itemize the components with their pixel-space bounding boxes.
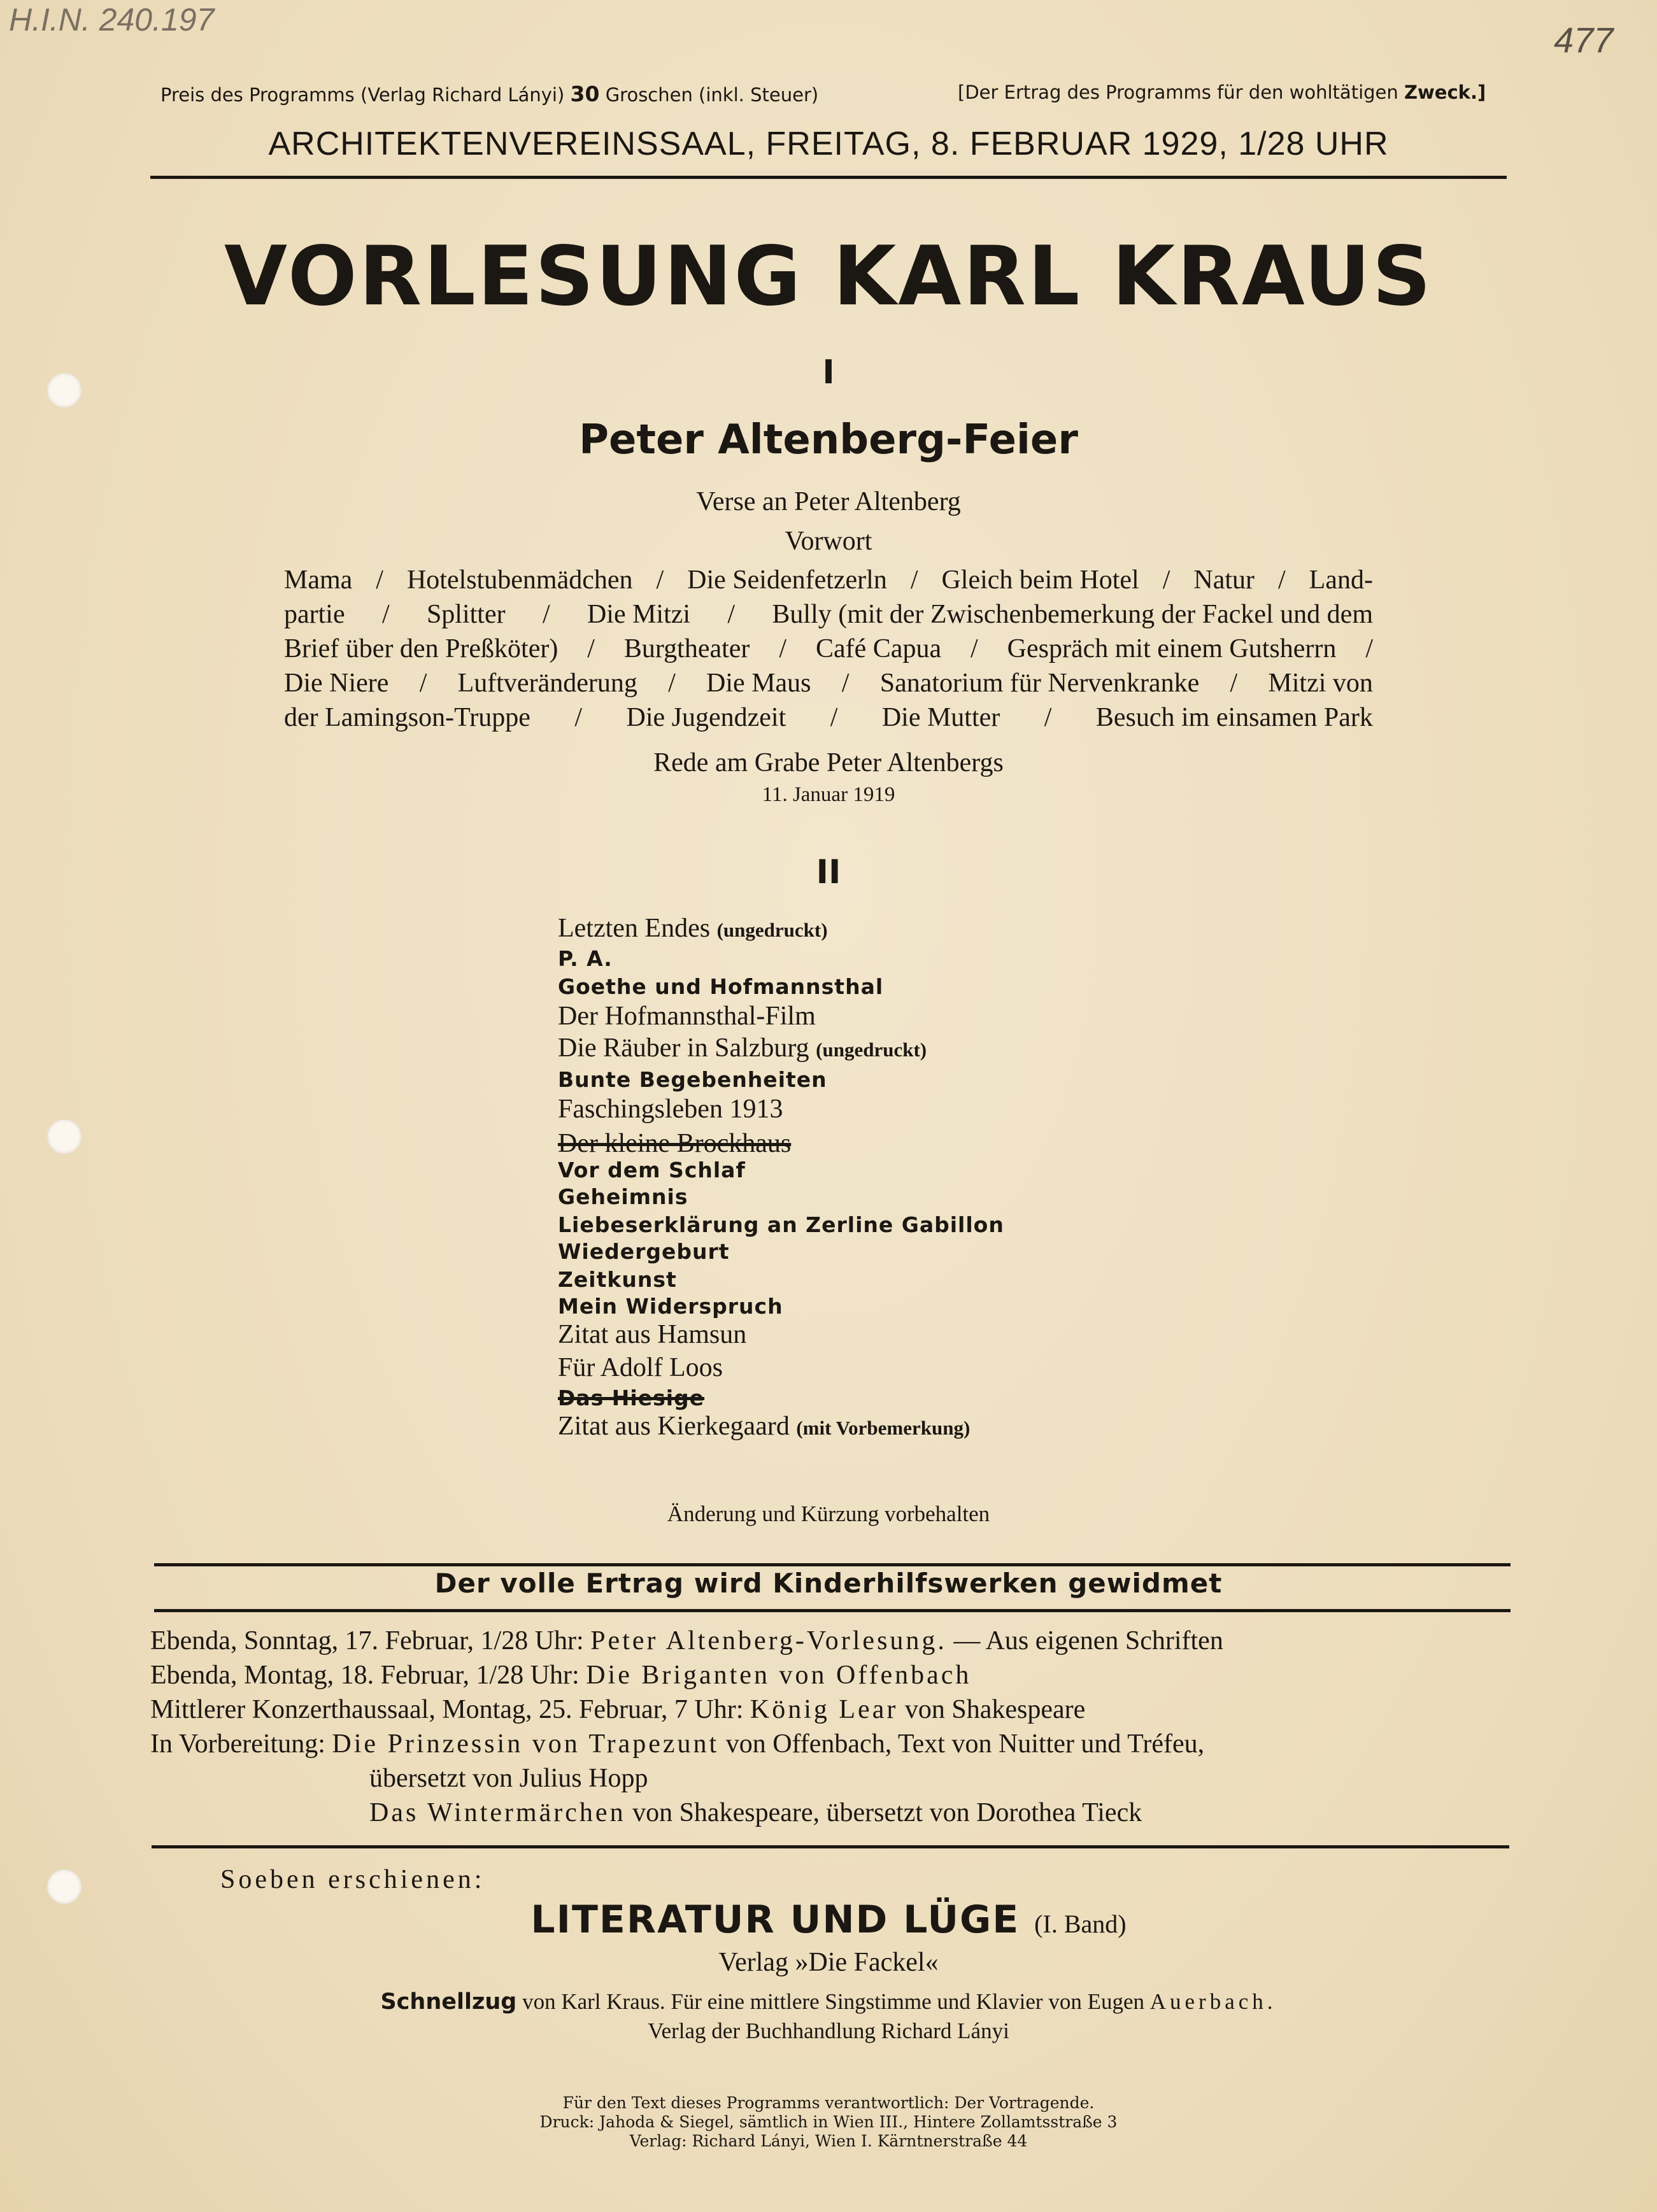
program-item-title: Liebeserklärung an Zerline Gabillon — [558, 1212, 1004, 1237]
dedication-rule-top — [154, 1563, 1511, 1566]
upcoming-events — [150, 1624, 1223, 1830]
piece-title: Burgtheater — [623, 634, 750, 663]
book-publisher: Verlag »Die Fackel« — [718, 1948, 939, 1977]
program-item — [558, 1067, 827, 1092]
event-line — [150, 1727, 1223, 1761]
punch-hole-top — [47, 373, 82, 408]
event-work: Peter Altenberg-Vorlesung. — [590, 1626, 947, 1655]
program-item-note: (ungedruckt) — [716, 919, 828, 941]
separator-slash: / — [419, 669, 427, 698]
event-line — [150, 1761, 1223, 1796]
separator-slash: / — [1044, 703, 1052, 732]
separator-slash: / — [1230, 669, 1238, 698]
separator-slash: / — [1277, 565, 1286, 595]
venue-date: ARCHITEKTENVEREINSSAAL, FREITAG, 8. FEBRUAR 1929, 1/28 UHR — [268, 125, 1389, 162]
program-item-title: Faschingsleben 1913 — [558, 1095, 783, 1124]
piece-title: Die Mitzi — [587, 600, 691, 629]
piece-title: Hotelstubenmädchen — [406, 565, 633, 595]
punch-hole-bottom — [47, 1869, 82, 1904]
event-work: König Lear — [750, 1695, 899, 1724]
program-item-title: Zitat aus Kierkegaard — [558, 1412, 790, 1441]
piece-title: Café Capua — [816, 634, 942, 663]
archive-number: H.I.N. 240.197 — [9, 2, 215, 38]
event-work: Die Prinzessin von Trapezunt — [332, 1729, 720, 1759]
program-item-title: Für Adolf Loos — [558, 1353, 723, 1382]
program-item — [558, 1411, 970, 1442]
program-item — [558, 1001, 816, 1032]
piece-title: Natur — [1193, 565, 1255, 595]
piece-title: Gespräch mit einem Gutsherrn — [1007, 634, 1337, 663]
part-one-numeral: I — [822, 353, 835, 392]
program-item-title: Der Hofmannsthal-Film — [558, 1002, 816, 1031]
dedication: Der volle Ertrag wird Kinderhilfswerken gewidmet — [434, 1568, 1223, 1599]
piece-title: Sanatorium für Nervenkranke — [879, 669, 1200, 698]
separator-slash: / — [910, 565, 918, 595]
program-item-title: Zeitkunst — [558, 1267, 677, 1292]
program-item — [558, 1158, 746, 1182]
piece-title: Luftveränderung — [457, 669, 637, 698]
piece-title: Besuch im einsamen Park — [1095, 703, 1373, 732]
program-item — [558, 1239, 730, 1264]
program-item — [558, 1033, 927, 1063]
piece-title: Land- — [1309, 565, 1373, 595]
program-item — [558, 1212, 1004, 1237]
part-one-item-foreword: Vorwort — [785, 527, 872, 556]
separator-slash: / — [830, 703, 838, 732]
separator-slash: / — [656, 565, 664, 595]
song-announcement: Schnellzug von Karl Kraus. Für eine mittlere Singstimme und Klavier von Eugen Auerbach. — [380, 1989, 1277, 2015]
separator-slash: / — [376, 565, 383, 595]
song-publisher: Verlag der Buchhandlung Richard Lányi — [648, 2018, 1009, 2043]
piece-title: Splitter — [426, 600, 506, 629]
event-detail: von Shakespeare, übersetzt von Dorothea Tieck — [632, 1798, 1142, 1827]
program-item — [558, 1319, 746, 1350]
event-detail: von Shakespeare — [904, 1695, 1086, 1724]
page-title: VORLESUNG KARL KRAUS — [224, 229, 1433, 324]
program-item-note: (ungedruckt) — [816, 1039, 927, 1061]
event-work: Die Briganten von Offenbach — [586, 1661, 972, 1690]
program-item-title: Die Räuber in Salzburg — [558, 1033, 809, 1063]
separator-slash: / — [841, 669, 850, 698]
book-title: LITERATUR UND LÜGE (I. Band) — [530, 1897, 1127, 1942]
program-item-title: Letzten Endes — [558, 914, 711, 943]
proceeds-note: [Der Ertrag des Programms für den wohltätigen Zweck.] — [958, 82, 1486, 103]
paragraph-line — [284, 563, 1373, 597]
piece-title: Mama — [284, 565, 353, 595]
piece-title: Brief über den Preßköter) — [284, 634, 558, 663]
part-one-item-verse: Verse an Peter Altenberg — [696, 487, 961, 516]
event-detail: von Offenbach, Text von Nuitter und Tréfeu, — [725, 1729, 1205, 1759]
event-lead: Ebenda, Sonntag, 17. Februar, 1/28 Uhr: — [150, 1626, 584, 1655]
piece-title: Mitzi von — [1268, 669, 1373, 698]
separator-slash: / — [574, 703, 583, 732]
piece-title: Die Seidenfetzerln — [687, 565, 887, 595]
program-item — [558, 946, 613, 971]
program-item — [558, 1352, 723, 1383]
piece-title: Die Jugendzeit — [626, 703, 786, 732]
program-item-title: Zitat aus Hamsun — [558, 1320, 747, 1349]
piece-title: partie — [284, 600, 345, 629]
separator-slash: / — [587, 634, 595, 663]
program-item — [558, 974, 883, 999]
event-line — [150, 1658, 1223, 1692]
paragraph-line — [284, 700, 1373, 735]
part-one-closing-date: 11. Januar 1919 — [762, 783, 895, 806]
separator-slash: / — [381, 600, 390, 629]
separator-slash: / — [779, 634, 787, 663]
program-item-title: Vor dem Schlaf — [558, 1158, 746, 1182]
event-detail: — Aus eigenen Schriften — [953, 1626, 1223, 1655]
separator-slash: / — [971, 634, 978, 663]
piece-title: Gleich beim Hotel — [941, 565, 1139, 595]
program-item-title: P. A. — [558, 946, 613, 971]
program-item — [558, 1386, 704, 1410]
part-one-closing: Rede am Grabe Peter Altenbergs — [653, 748, 1004, 777]
separator-slash: / — [542, 600, 550, 629]
imprint-line: Verlag: Richard Lányi, Wien I. Kärntnerstraße 44 — [629, 2132, 1028, 2150]
program-item-title: Wiedergeburt — [558, 1239, 730, 1264]
imprint-line: Druck: Jahoda & Siegel, sämtlich in Wien III., Hintere Zollamtsstraße 3 — [539, 2113, 1118, 2131]
piece-title: Die Mutter — [881, 703, 1000, 732]
program-item-title: Geheimnis — [558, 1184, 688, 1209]
part-one-title: Peter Altenberg-Feier — [579, 416, 1078, 464]
program-item — [558, 1267, 677, 1292]
program-item-title: Das Hiesige — [558, 1386, 705, 1410]
event-line — [150, 1624, 1223, 1658]
program-item — [558, 1294, 783, 1319]
event-lead: Ebenda, Montag, 18. Februar, 1/28 Uhr: — [150, 1661, 580, 1690]
program-item-title: Mein Widerspruch — [558, 1294, 783, 1319]
event-lead: Mittlerer Konzerthaussaal, Montag, 25. Februar, 7 Uhr: — [150, 1695, 744, 1724]
paragraph-line — [284, 632, 1373, 666]
separator-slash: / — [668, 669, 676, 698]
part-two-numeral: II — [816, 853, 841, 891]
punch-hole-middle — [47, 1119, 82, 1154]
event-work: Das Wintermärchen — [369, 1798, 626, 1827]
separator-slash: / — [727, 600, 736, 629]
dedication-rule-bottom — [154, 1609, 1511, 1612]
program-item-note: (mit Vorbemerkung) — [796, 1417, 971, 1439]
program-item-title: Bunte Begebenheiten — [558, 1067, 827, 1092]
events-rule — [152, 1845, 1509, 1848]
event-line — [150, 1796, 1223, 1830]
program-item-title: Goethe und Hofmannsthal — [558, 974, 884, 999]
paragraph-line — [284, 597, 1373, 632]
imprint — [153, 2094, 1504, 2151]
separator-slash: / — [1365, 634, 1373, 663]
piece-title: Die Niere — [284, 669, 389, 698]
reservation-note: Änderung und Kürzung vorbehalten — [667, 1501, 990, 1526]
price-note: Preis des Programms (Verlag Richard Lányi) 30 Groschen (inkl. Steuer) — [160, 82, 819, 106]
piece-title: Bully (mit der Zwischenbemerkung der Fackel und dem — [772, 600, 1373, 629]
program-item — [558, 1184, 688, 1209]
separator-slash: / — [1162, 565, 1170, 595]
piece-title: Die Maus — [706, 669, 811, 698]
piece-title: der Lamingson-Truppe — [284, 703, 530, 732]
program-item-title: Der kleine Brockhaus — [558, 1129, 792, 1158]
program-item — [558, 1094, 783, 1124]
program-item — [558, 913, 828, 944]
event-line — [150, 1692, 1223, 1727]
just-published-label: Soeben erschienen: — [220, 1865, 485, 1894]
imprint-line: Für den Text dieses Programms verantwortlich: Der Vortragende. — [562, 2094, 1095, 2112]
paragraph-line — [284, 666, 1373, 700]
folio-number: 477 — [1554, 20, 1614, 60]
program-item — [558, 1128, 791, 1159]
event-lead: In Vorbereitung: — [150, 1729, 325, 1759]
event-detail: übersetzt von Julius Hopp — [369, 1764, 648, 1793]
part-one-paragraph — [284, 563, 1373, 735]
header-rule — [150, 176, 1507, 179]
